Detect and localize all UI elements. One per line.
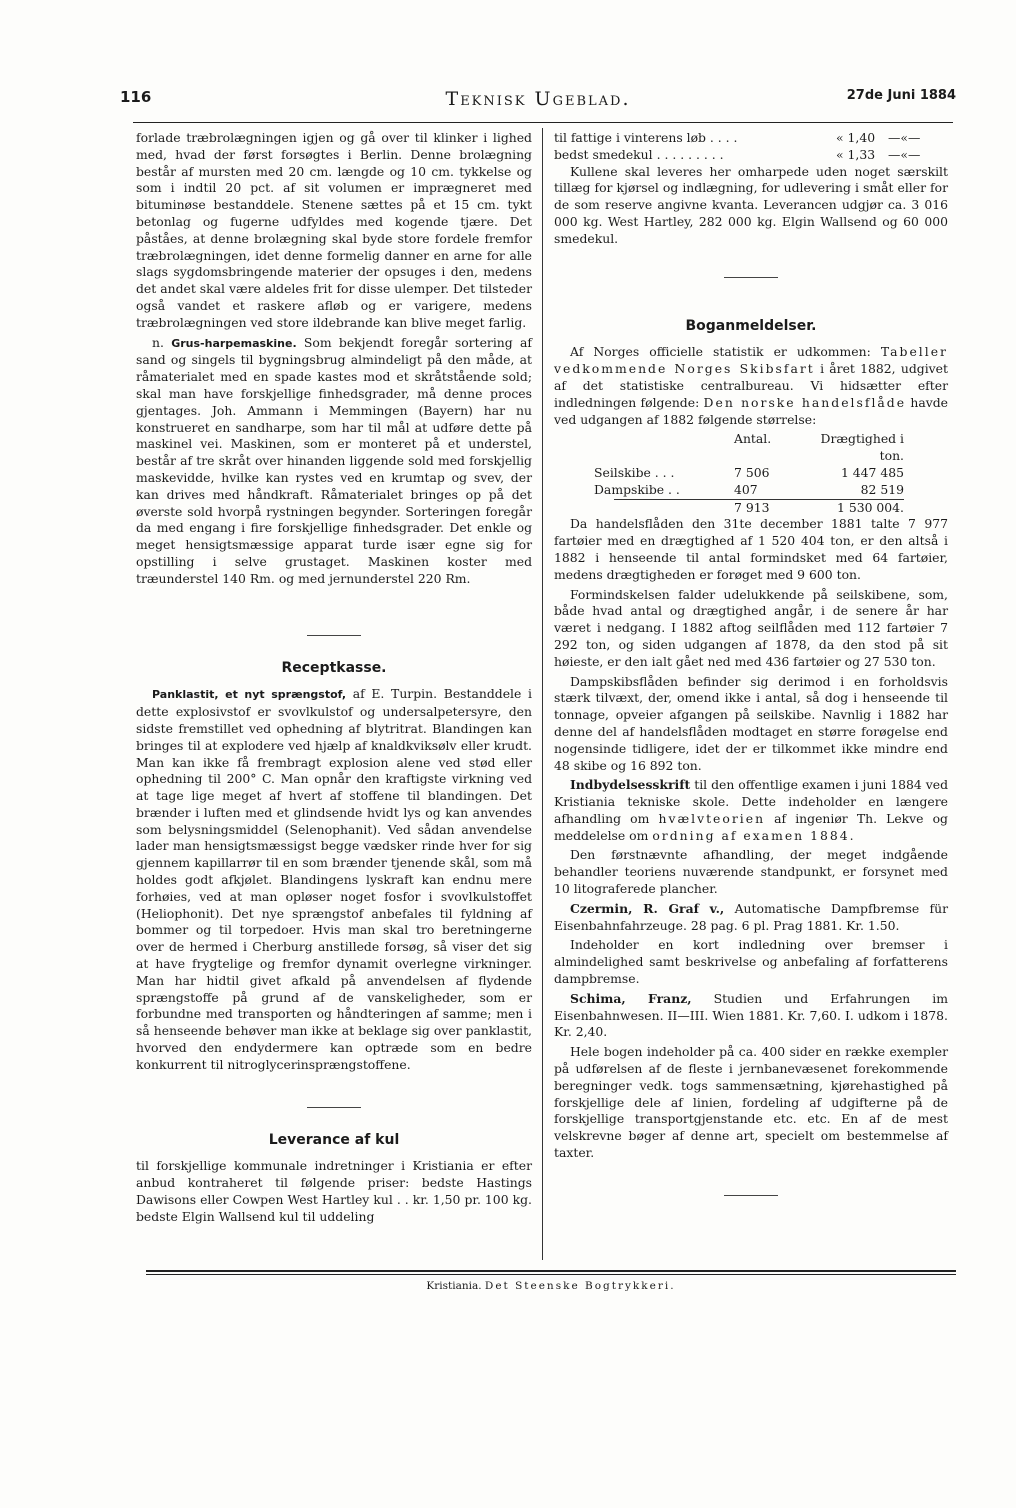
journal-title: Teknisk Ugeblad. [445,88,631,110]
price-value: « 1,33 [836,146,876,162]
total-antal: 7 913 [734,499,770,515]
price-value: « 1,40 [836,130,876,145]
footer-rule [146,1274,956,1275]
column-divider [542,128,543,1260]
issue-date: 27de Juni 1884 [846,88,956,103]
emphasized-title: hvælvteorien [658,810,766,826]
imprint-footer [146,1280,956,1292]
text-fragment: Automatische Dampfbremse für Eisenbahnfahrzeuge. 28 pag. 6 pl. Prag 1881. Kr. 1.50. [554,900,948,933]
paragraph-brolaegning: forlade træbrolægningen igjen og gå over til klinker i lighed med, hvad der først forsøgtes i Berlin. Denne brolægning består af mursten med 20 cm. længde og 10 cm. tykkelse og som i indtil 20 pct. af sit volumen er imprægneret med bituminøse bestanddele. Stenene sættes på et 15 cm. tykt betonlag og fugerne udfyldes med kogende tjære. Det påståes, at denne brolægning skal byde store fordele fremfor træbrolægningen, idet denne formelig danner en arne for alle slags sygdomsbringende materier der opsuges i den, medens det andet skal være aldeles frit for disse ulemper. Det tilsteder også vandet et raskere afløb og er varigere, medens træbrolægningen ved store ildebrande kan blive meget farlig. [136,130,532,330]
total-ton: 1 530 004. [837,499,904,515]
book-author: Czermin, R. Graf v., [570,900,725,916]
price-label: bedst smedekul . . . . . . . . . [554,146,724,162]
paragraph-indbydelsesskrift [554,777,948,844]
article-text-panklastit: af E. Turpin. Bestanddele i dette explosivstof er svovlkulstof og undersalpetersyre, den sidste fremstillet ved ophedning af blytritrat. Blandingen kan bringes til at explodere ved hjælp af knaldkviksølv eller krudt. Man kan ikke få frembragt explosion alene ved stød eller ophedning til 200° C. Man opnår den kraftigste virkning ved at tage lige meget af hvert af stoffene til blandingen. Det brænder i luften med et glindsende hvidt lys og kan anvendes som belysningsmiddel (Selenophanit). Ved sådan anvendelse lader man hensigtsmæssigst begge vædsker rinde hver for sig gjennem kapillarrør til en som brænder tjenende skål, som må holdes godt afkjølet. Blandingens lyskraft kan endnu mere forhøies, ved at man opløser noget fosfor i svovlkulstoffet (Heliophonit). Det nye sprængstof anbefales til fyldning af bommer og til torpedoer. Hvis man skal tro beretningerne over de hermed i Cherburg anstillede forsøg, så viser det sig at have frygtelige og fremfor dynamit overlegne virkninger. Man har hidtil givet afkald på anvendelsen af flydende sprængstoffe på grund af de vanskeligheder, som er forbundne med transporten og håndteringen af samme; men i så henseende behøver man ikke at beklage sig over panklastit, hvorved den endydermere kan optræde som en bedre konkurrent til nitroglycerinsprængstoffene. [136,686,532,1072]
section-heading-leverance: Leverance af kul [268,1131,400,1148]
paragraph-panklastit [136,686,532,1073]
footer-rule [146,1270,956,1272]
page-number: 116 [120,88,152,106]
left-column [136,130,532,1229]
table-row [594,465,904,482]
paragraph-kullene: Kullene skal leveres her omharpede uden noget særskilt tillæg for kjørsel og indlægning, for udlevering i småt eller for de som reserve angivne kvanta. Leverancen udgjør ca. 3 016 000 kg. West Hartley, 282 000 kg. Elgin Wallsend og 60 000 smedekul. [554,163,948,246]
paragraph-handelsflaaden: Da handelsflåden den 31te december 1881 talte 7 977 fartøier med en drægtighed af 1 520 404 ton, er den altså i 1882 i henseende til antal formindsket med 64 fartøier, medens drægtigheden er forøget med 9 600 ton. [554,516,948,582]
row-antal: 7 506 [734,464,770,480]
price-row [554,147,948,164]
paragraph-schima [554,991,948,1041]
text-fragment: af ingeniør Th. Lekve og meddelelse om [554,810,948,843]
right-column [554,130,948,1196]
col-header-antal: Antal. [734,431,772,447]
page-header [120,88,956,116]
section-heading-receptkasse: Receptkasse. [281,659,387,676]
emphasized-title: Den norske handelsflåde [703,394,907,410]
paragraph-formindskelsen: Formindskelsen falder udelukkende på seilskibene, som, både hvad antal og drægtighed angår, i de senere år har været i nedgang. I 1882 aftog seilflåden med 112 fartøier 7 292 ton, og siden udgangen af 1878, da den stod på sit høieste, er den ialt gået ned med 436 fartøier og 27 530 ton. [554,586,948,669]
row-label: Dampskibe . . [594,481,680,497]
item-label: n. [152,334,164,350]
paragraph-czermin [554,901,948,935]
paragraph-leverance: til forskjellige kommunale indretninger i Kristiania er efter anbud kontraheret til følgende priser: bedste Hastings Dawisons eller Cowpen West Hartley kul . . kr. 1,50 pr. 100 kg. bedste Elgin Wallsend kul til uddeling [136,1158,532,1224]
book-author: Schima, Franz, [570,990,692,1006]
fleet-table [594,431,904,516]
paragraph-statistik [554,344,948,428]
section-heading-boganmeldelser: Boganmeldelser. [685,317,817,334]
text-fragment: Studien und Erfahrungen im Eisenbahnwesen. II—III. Wien 1881. Kr. 7,60. I. udkom i 1878. Kr. 2,40. [554,990,948,1040]
emphasized-title: ordning af examen 1884. [652,827,856,843]
row-ton: 1 447 485 [840,464,904,480]
text-fragment: havde ved udgangen af 1882 følgende størrelse: [554,394,948,427]
table-header-row [594,431,904,465]
table-row [594,482,904,499]
col-header-draegtighed: Drægtighed i ton. [820,431,904,464]
paragraph-dampskibsflaaden: Dampskibsflåden befinder sig derimod i en forholdsvis stærk tilvæxt, der, omend ikke i antal, så dog i henseende til tonnage, opveier afgangen på seilskibe. Navnlig i 1882 har denne del af handelsflåden modtaget en større forøgelse end nogensinde tidligere, idet der er tilkommet ikke mindre end 48 skibe og 16 892 ton. [554,673,948,773]
imprint-press: Det Steenske Bogtrykkeri. [484,1280,676,1292]
row-label: Seilskibe . . . [594,464,675,480]
paragraph-afhandling: Den førstnævnte afhandling, der meget indgående behandler teoriens nuværende standpunkt, er forsynet med 10 litograferede plancher. [554,847,948,897]
paragraph-grusharpe [136,335,532,588]
price-row [554,130,948,147]
paragraph-czermin-review: Indeholder en kort indledning over bremser i almindelighed samt beskrivelse og anbefaling af forfatterens dampbremse. [554,937,948,987]
price-dash: —«— [888,146,921,162]
row-ton: 82 519 [860,481,904,497]
text-fragment: til den offentlige examen i juni 1884 ved Kristiania tekniske skole. Dette indeholder en længere afhandling om [554,777,948,826]
text-fragment: i året 1882, udgivet af det statistiske centralbureau. Vi hidsætter efter indledningen følgende: [554,361,948,410]
article-title-panklastit: Panklastit, et nyt sprængstof, [152,688,347,702]
emphasized-title: Tabeller vedkommende Norges Skibsfart [554,344,948,377]
header-rule [133,122,953,123]
table-total-row [594,500,904,517]
book-title: Indbydelsesskrift [570,777,691,793]
paragraph-schima-review: Hele bogen indeholder på ca. 400 sider en række exempler på udførelsen af de fleste i jernbanevæsenet forekommende beregninger vedk. togs sammensætning, kjørehastighed på forskjellige dele af linien, fordeling af udgifterne på de forskjellige transportgjenstande etc. etc. En af de mest velskrevne bøger af denne art, specielt om bestemmelse af taxter. [554,1044,948,1161]
imprint-city: Kristiania. [426,1280,482,1292]
price-dash: —«— [888,130,921,145]
text-fragment: Af Norges officielle statistik er udkommen: [570,344,871,360]
price-label: til fattige i vinterens løb . . . . [554,130,738,145]
article-title-grusharpe: Grus-harpemaskine. [171,336,297,350]
row-antal: 407 [734,481,758,497]
separator-rule [724,1195,778,1196]
article-text-grusharpe: Som bekjendt foregår sortering af sand og singels til bygningsbrug almindeligt på den måde, at råmaterialet med en spade kastes mod et skråtstående sold; skal man have forskjellige finhedsgrader, må denne proces gjentages. Joh. Ammann i Memmingen (Bayern) har nu konstrueret en sandharpe, som har til mål at udføre dette på maskinel vei. Maskinen, som er monteret på et understel, består af tre skråt over hinanden liggende sold med forskjellig maskevidde, hvilke kan rystes ved en krumtap og svev, der kan drives med håndkraft. Råmaterialet bringes op på det øverste sold hvorpå rystningen begynder. Sorteringen foregår da med engang i fire forskjellige finhedsgrader. Det enkle og meget hensigtsmæssige apparat turde især egne sig for opstilling i selve grustaget. Maskinen koster med træunderstel 140 Rm. og med jernunderstel 220 Rm. [136,334,532,586]
